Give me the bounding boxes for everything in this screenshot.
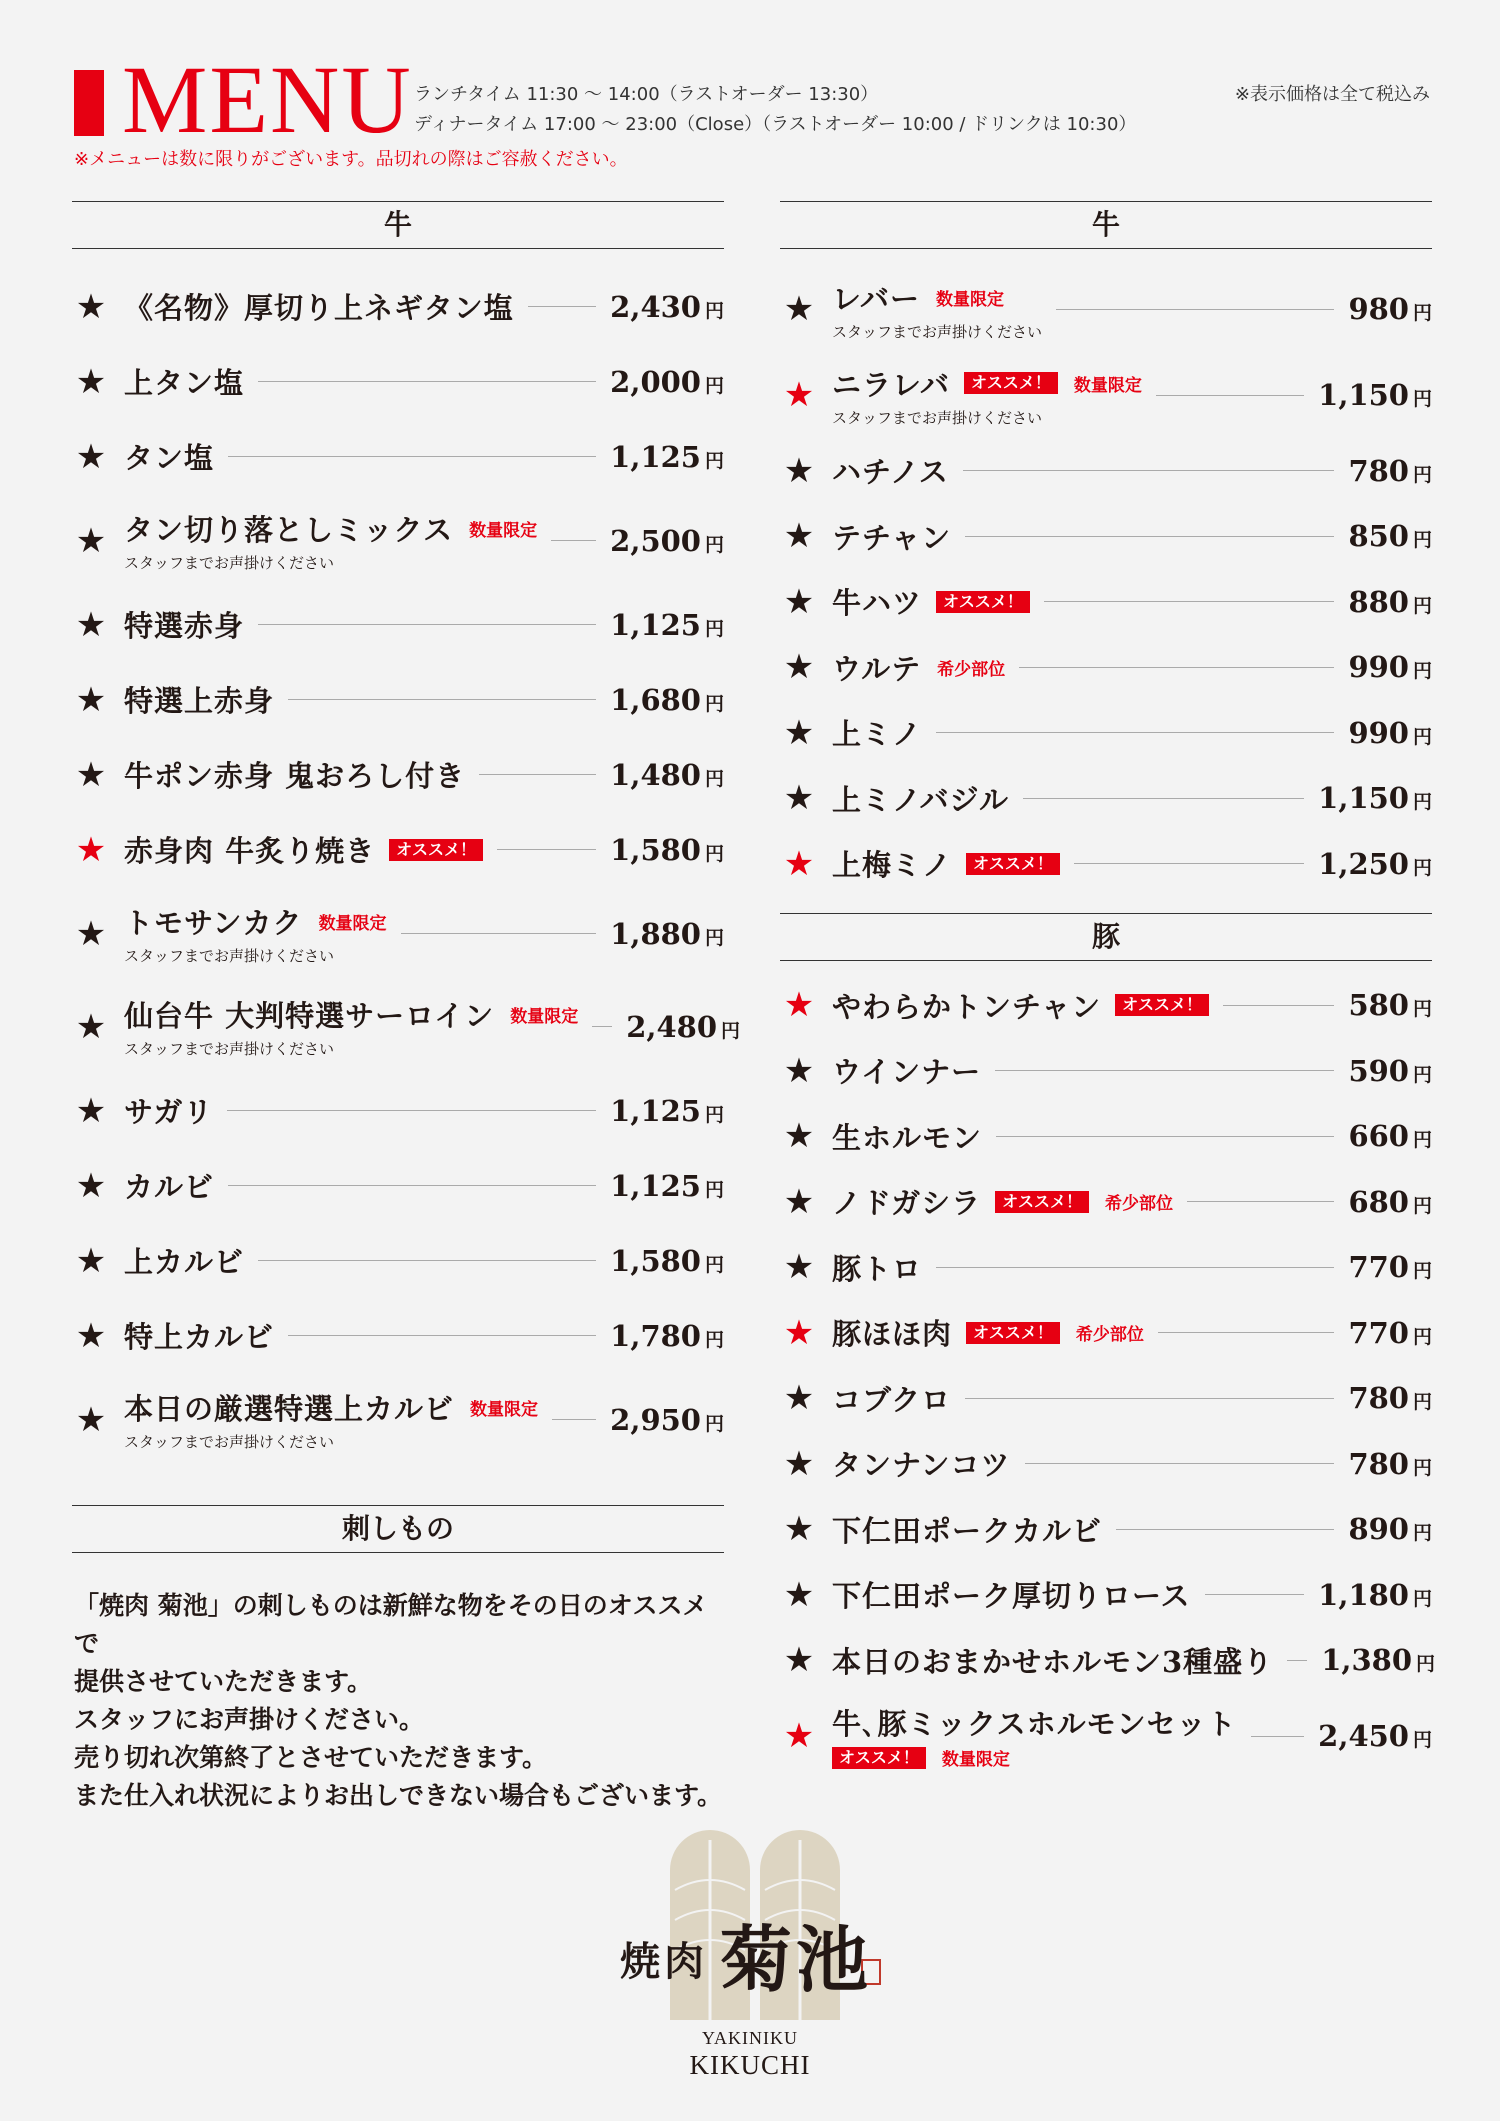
item-name: 赤身肉 牛炙り焼き [124,834,376,868]
item-note: スタッフまでお声掛けください [124,1433,335,1451]
restaurant-logo [560,1810,940,2110]
star-icon: ★ [75,1006,107,1047]
limited-tag: 数量限定 [1073,375,1142,396]
menu-item [72,269,724,344]
item-price: 2,430 円 [610,289,724,324]
star-icon: ★ [783,450,815,491]
leader-line [1116,1529,1334,1530]
item-name: 上ミノバジル [832,782,1009,817]
leader-line [1074,863,1304,864]
item-name: 上ミノ [832,717,923,752]
leader-line [963,470,1335,471]
item-name: 牛､豚ミックスホルモンセット [832,1707,1237,1741]
star-icon: ★ [783,516,815,557]
menu-item [72,419,724,494]
item-price: 580 円 [1348,988,1432,1023]
right-column [780,201,1436,1779]
item-name: 上梅ミノ [832,848,953,883]
rare-tag: 希少部位 [937,659,1006,680]
menu-item [72,587,724,662]
menu-item [780,1562,1432,1628]
menu-item [780,766,1432,832]
limited-tag: 数量限定 [935,289,1004,310]
item-name: サガリ [124,1095,214,1129]
star-icon: ★ [75,604,107,645]
menu-item [780,352,1432,438]
description-line: スタッフにお声掛けください。 [74,1705,425,1734]
star-icon: ★ [783,1050,815,1091]
item-name: ウルテ [832,651,922,686]
item-price: 2,450 円 [1318,1719,1432,1753]
menu-item [780,831,1432,897]
menu-item [72,1148,724,1223]
leader-line [497,849,596,850]
menu-item [780,1300,1432,1366]
section-title: 刺しもの [72,1505,724,1553]
item-price: 660 円 [1348,1119,1432,1154]
menu-item [780,1104,1432,1170]
menu-item [780,700,1432,766]
star-icon: ★ [783,581,815,622]
leader-line [1056,309,1334,310]
leader-line [1251,1736,1305,1737]
item-name: タン切り落としミックス [124,513,454,547]
leader-line [996,1136,1334,1137]
item-price: 1,780 円 [610,1318,724,1353]
leader-line [1223,1005,1334,1006]
item-price: 1,150 円 [1318,781,1432,816]
star-icon: ★ [783,1181,815,1222]
menu-item [72,1223,724,1298]
limited-tag: 数量限定 [470,1400,539,1420]
section-title: 豚 [780,913,1432,961]
item-price: 770 円 [1348,1315,1432,1350]
item-price: 850 円 [1348,519,1432,554]
recommended-badge: オススメ！ [832,1747,926,1769]
menu-item [72,1298,724,1373]
item-price: 1,125 円 [610,1168,724,1203]
item-price: 1,250 円 [1318,846,1432,881]
leader-line [288,699,596,700]
star-icon: ★ [783,1574,815,1615]
menu-item [780,1038,1432,1104]
leader-line [1023,798,1304,799]
description-line: 売り切れ次第終了とさせていただきます。 [74,1743,548,1772]
leader-line [528,306,596,307]
item-name: 豚トロ [832,1251,923,1286]
star-icon: ★ [783,1443,815,1484]
item-name: 下仁田ポークカルビ [832,1513,1103,1548]
leader-line [1187,1201,1334,1202]
description-line: また仕入れ状況によりお出しできない場合もございます。 [74,1781,723,1810]
menu-item [780,635,1432,701]
star-icon: ★ [75,1240,107,1281]
item-price: 1,580 円 [610,1243,724,1278]
menu-item [72,494,724,587]
item-name: ウインナー [832,1055,982,1090]
item-name: タンナンコツ [832,1448,1011,1483]
item-name: 特選赤身 [124,609,245,643]
item-name: レバー [832,281,920,316]
menu-list [780,266,1432,897]
recommended-badge: オススメ！ [995,1191,1089,1213]
item-price: 1,480 円 [610,757,724,792]
item-price: 1,125 円 [610,607,724,642]
rare-tag: 希少部位 [1075,1325,1144,1346]
menu-item [780,266,1432,352]
recommended-star-icon: ★ [783,1312,815,1353]
sashimono-section [72,1505,724,1815]
item-price: 780 円 [1348,1381,1432,1416]
item-price: 2,000 円 [610,364,724,399]
opening-hours [414,80,1136,140]
star-icon: ★ [783,1247,815,1288]
star-icon: ★ [783,1509,815,1550]
item-price: 590 円 [1348,1053,1432,1088]
star-icon: ★ [75,1165,107,1206]
item-price: 1,180 円 [1318,1577,1432,1612]
menu-item [780,1693,1432,1779]
logo-en-small: YAKINIKU [702,2028,798,2048]
menu-item [780,1431,1432,1497]
item-note: スタッフまでお声掛けください [124,947,335,965]
limited-tag: 数量限定 [469,521,538,541]
item-name: 上カルビ [124,1245,245,1279]
recommended-star-icon: ★ [75,829,107,870]
star-icon: ★ [783,289,815,329]
leader-line [288,1335,596,1336]
item-name: 特選上赤身 [124,684,275,718]
star-icon: ★ [75,913,107,954]
section-title: 牛 [780,201,1432,249]
leader-line [965,536,1334,537]
leader-line [401,933,597,934]
star-icon: ★ [75,286,107,327]
lunch-hours: ランチタイム 11:30 〜 14:00（ラストオーダー 13:30） [414,84,879,105]
menu-item [780,1366,1432,1432]
leader-line [227,1110,596,1111]
menu-item [780,973,1432,1039]
recommended-badge: オススメ！ [964,372,1058,394]
recommended-star-icon: ★ [783,985,815,1026]
leader-line [1287,1660,1307,1661]
limited-tag: 数量限定 [510,1007,579,1027]
item-price: 2,950 円 [610,1402,724,1437]
menu-item [72,1373,724,1466]
star-icon: ★ [75,1399,107,1440]
menu-list [780,973,1436,1780]
limited-tag: 数量限定 [941,1750,1010,1770]
item-name: 生ホルモン [832,1120,983,1155]
page-title: MENU [122,46,413,153]
recommended-star-icon: ★ [783,1716,815,1756]
menu-item [780,504,1432,570]
item-price: 880 円 [1348,584,1432,619]
title-accent-bar [74,70,104,136]
item-price: 1,680 円 [610,682,724,717]
item-name: ハチノス [832,455,949,490]
logo-jp-large: 菊池 [720,1917,873,2002]
item-name: タン塩 [124,441,215,475]
recommended-badge: オススメ！ [966,1322,1060,1344]
description-line: 提供させていただきます。 [74,1667,373,1696]
item-name: テチャン [832,520,952,555]
star-icon: ★ [783,1640,815,1681]
beef-section-left [72,201,741,1466]
dinner-hours: ディナータイム 17:00 〜 23:00（Close）（ラストオーダー 10:00 / ドリンクは 10:30） [414,114,1137,135]
item-price: 1,150 円 [1318,378,1432,412]
star-icon: ★ [783,647,815,688]
leader-line [1158,1332,1335,1333]
item-name: ノドガシラ [832,1186,982,1221]
leader-line [965,1398,1334,1399]
recommended-star-icon: ★ [783,843,815,884]
item-price: 780 円 [1348,1446,1432,1481]
recommended-badge: オススメ！ [389,839,483,861]
description-line: 「焼肉 菊池」の刺しものは新鮮な物をその日のオススメで [74,1591,708,1658]
star-icon: ★ [75,1090,107,1131]
item-name: 本日の厳選特選上カルビ [124,1392,455,1426]
leader-line [1044,601,1335,602]
leader-line [228,1185,596,1186]
item-note: スタッフまでお声掛けください [832,408,1043,427]
star-icon: ★ [75,436,107,477]
menu-item [780,438,1432,504]
menu-item [72,344,724,419]
item-name: 牛ハツ [832,586,923,621]
leader-line [592,1026,612,1027]
menu-item [72,662,724,737]
leader-line [936,732,1334,733]
item-name: 牛ポン赤身 鬼おろし付き [124,759,466,793]
star-icon: ★ [75,520,107,561]
menu-list [72,269,741,1466]
leader-line [1156,395,1304,396]
item-price: 780 円 [1348,453,1432,488]
rare-tag: 希少部位 [1104,1194,1173,1215]
item-name: ニラレバ [832,367,950,402]
item-price: 980 円 [1348,292,1432,326]
item-price: 990 円 [1348,650,1432,685]
menu-item [780,1235,1432,1301]
item-name: 仙台牛 大判特選サーロイン [124,999,495,1033]
menu-item [780,569,1432,635]
menu-item [72,980,741,1073]
item-note: スタッフまでお声掛けください [832,322,1043,341]
item-price: 1,125 円 [610,1093,724,1128]
item-price: 1,380 円 [1321,1643,1436,1678]
leader-line [936,1267,1334,1268]
menu-item [780,1628,1436,1694]
item-price: 1,580 円 [610,832,724,867]
item-name: 上タン塩 [124,366,245,400]
limited-tag: 数量限定 [318,914,387,934]
item-price: 1,125 円 [610,439,724,474]
star-icon: ★ [783,778,815,819]
recommended-badge: オススメ！ [936,591,1030,613]
item-price: 1,880 円 [610,916,724,951]
stock-note: ※メニューは数に限りがございます。品切れの際はご容赦ください。 [74,149,628,170]
item-name: トモサンカク [124,906,303,940]
recommended-badge: オススメ！ [1115,994,1209,1016]
leader-line [1019,667,1334,668]
sashimono-description [72,1587,724,1815]
item-name: コブクロ [832,1382,952,1417]
leader-line [552,1419,596,1420]
item-name: 豚ほほ肉 [832,1317,953,1352]
leader-line [228,456,596,457]
menu-item [72,887,724,980]
menu-item [72,737,724,812]
item-price: 2,480 円 [626,1009,741,1044]
item-note: スタッフまでお声掛けください [124,1040,335,1058]
star-icon: ★ [783,712,815,753]
leader-line [1205,1594,1305,1595]
leader-line [258,381,596,382]
item-price: 990 円 [1348,715,1432,750]
leader-line [1025,1463,1335,1464]
item-name: カルビ [124,1170,215,1204]
item-name: 本日のおまかせホルモン3種盛り [832,1644,1274,1679]
leader-line [995,1070,1334,1071]
star-icon: ★ [783,1116,815,1157]
tax-note: ※表示価格は全て税込み [1234,84,1430,105]
logo-en-large: KIKUCHI [689,2050,811,2080]
logo-jp-small: 焼肉 [620,1938,708,1985]
star-icon: ★ [75,361,107,402]
item-name: 特上カルビ [124,1320,275,1354]
item-price: 2,500 円 [610,523,724,558]
section-title: 牛 [72,201,724,249]
menu-item [780,1497,1432,1563]
star-icon: ★ [75,1315,107,1356]
leader-line [551,540,596,541]
item-price: 680 円 [1348,1184,1432,1219]
item-name: 下仁田ポーク厚切りロース [832,1579,1191,1614]
item-name: やわらかトンチャン [832,989,1102,1024]
recommended-badge: オススメ！ [966,853,1060,875]
star-icon: ★ [783,1378,815,1419]
menu-item [780,1169,1432,1235]
item-note: スタッフまでお声掛けください [124,554,335,572]
leader-line [258,1260,596,1261]
item-price: 890 円 [1348,1512,1432,1547]
leader-line [258,624,596,625]
star-icon: ★ [75,679,107,720]
item-name: 《名物》厚切り上ネギタン塩 [124,291,514,325]
menu-item [72,812,724,887]
menu-item [72,1073,724,1148]
star-icon: ★ [75,754,107,795]
recommended-star-icon: ★ [783,375,815,415]
leader-line [479,774,596,775]
item-price: 770 円 [1348,1250,1432,1285]
